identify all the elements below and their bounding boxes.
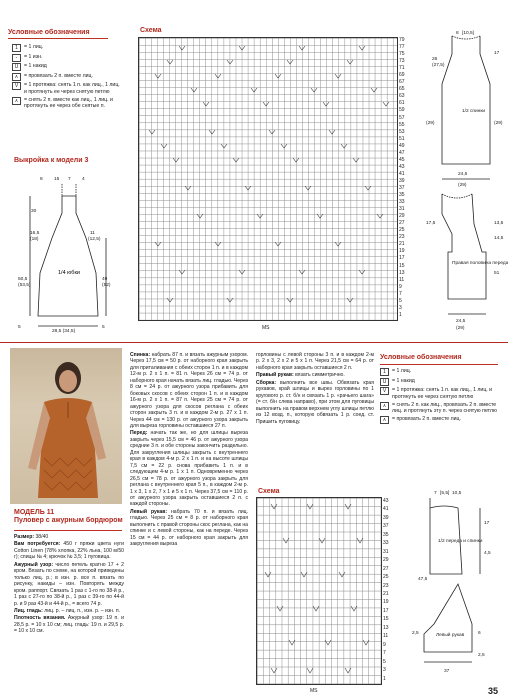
row-number: 19 (399, 248, 405, 255)
legend-item (380, 416, 500, 424)
row-number: 63 (399, 93, 405, 100)
row-number: 23 (399, 234, 405, 241)
divider (8, 38, 108, 39)
dim: 51 (494, 271, 500, 276)
divider (14, 530, 122, 531)
dim: 47,5 (418, 577, 428, 582)
row-number: 69 (399, 72, 405, 79)
paragraph-text: набрать 70 п. и вязать лиц. гладью. Через 25 см = 8 р. от наборного края выполнить с правой стороны скос реглана, как на спинке и с левой стороны, как на переде. Через 15 см = 44 р. от наборного края закрыть для закругления выреза (130, 508, 249, 548)
row-number: 31 (383, 548, 389, 555)
paragraph-label: Перед: (130, 430, 148, 437)
row-number: 57 (399, 114, 405, 121)
row-number: 15 (383, 616, 389, 623)
paragraph-label: Лиц. гладь: (14, 607, 43, 614)
row-number: 65 (399, 86, 405, 93)
legend (12, 44, 120, 111)
legend-title: Условные обозначения (8, 29, 90, 36)
paragraph (256, 380, 374, 425)
paragraph (14, 615, 124, 634)
legend-text: = 1 накид (24, 63, 47, 69)
paragraph-label: Сборка: (256, 379, 277, 386)
row-number: 41 (399, 170, 405, 177)
text-column-2 (130, 352, 248, 548)
knitting-chart (138, 37, 398, 321)
symbol: U (12, 63, 21, 71)
dim: 30 (31, 209, 37, 214)
legend-item (12, 63, 120, 71)
row-number: 1 (399, 311, 402, 318)
back-label: 1/2 спинки (462, 109, 486, 114)
row-number: 43 (399, 163, 405, 170)
divider (0, 342, 508, 343)
row-number: 59 (399, 107, 405, 114)
row-number: 25 (399, 227, 405, 234)
legend-item (380, 402, 500, 415)
row-number: 49 (399, 142, 405, 149)
ms-label: MS (262, 325, 270, 331)
row-number: 9 (399, 283, 402, 290)
sleeve-front-patterns (400, 484, 504, 684)
paragraph-text: 450 г пряжи цвета нуги Cotton Linen (78% хлопка, 22% льна, 100 м/50 г); спицы № 4; крючок № 3,5; 1 пуговица. (14, 541, 124, 561)
dim: 15 (54, 177, 60, 182)
dim: 17,5 (426, 221, 436, 226)
symbol: 1 (380, 368, 389, 376)
dim: 28,5 (34,5) (52, 329, 76, 334)
legend-item (12, 97, 120, 110)
paragraph-text: число петель кратно 17 + 2 кром. Вязать по схеме, на которой приведены только лиц. р.; в изн. р. все п. вязать по рисунку, накиды – изн. Повторять между кром. раппорт. Связать 1 раз с 1-го по 38-й р., 1 раз с 27-го по 38-й р., 1 раз с 39-го по 44-й р. и 9 раз 43-й и 44-й р., = всего 74 р. (14, 561, 124, 607)
paragraph-label: Размер: (14, 534, 35, 540)
pattern-title: Выкройка к модели 3 (14, 157, 89, 164)
sleeve-label: Левый рукав (436, 633, 465, 638)
row-number: 73 (399, 58, 405, 65)
page-number: 35 (488, 686, 499, 696)
dim: 10,5 (452, 491, 462, 496)
dim: 49 (102, 277, 108, 282)
row-number: 11 (383, 633, 389, 640)
dim: (29) (456, 326, 465, 331)
text-column-3 (256, 352, 374, 425)
legend-item (12, 73, 120, 81)
row-number: 21 (383, 590, 389, 597)
row-number: 29 (383, 557, 389, 564)
ms-label: MS (310, 688, 318, 694)
row-number: 35 (399, 192, 405, 199)
legend-item (380, 387, 500, 400)
paragraph-text: лиц. р. – лиц. п., изн. р. – изн. п. (44, 607, 120, 614)
symbol: ∧ (380, 416, 389, 424)
dim: 5 (18, 325, 21, 330)
dim: 13,5 (494, 221, 504, 226)
legend-title: Условные обозначения (380, 354, 462, 361)
paragraph-label: Плотность вязания. (14, 615, 66, 622)
row-number: 17 (399, 255, 405, 262)
legend-text: = 1 протяжка: снять 1 п. как лиц., 1 лиц. и протянуть ее через снятую петлю (24, 82, 120, 95)
dim: 7 (434, 491, 437, 496)
dim: 4,5 (484, 551, 491, 556)
row-number: 39 (383, 514, 389, 521)
symbol: V (380, 387, 389, 395)
row-number: 47 (399, 149, 405, 156)
row-number: 9 (383, 641, 386, 648)
legend-text: = провязать 2 п. вместе лиц. (24, 72, 93, 79)
paragraph-text: набрать 87 п. и вязать ажурным узором. Через 17,5 см = 50 р. от наборного края закрыть для приталивания с обеих сторон 1 п. и в каждом 12-м р. 2 х 1 п. = 81 п. Через 26 см = 74 р. от наборного края начать вязать лиц. гладью. Через 8 см = 24 р. от ажурного узора прибавить для боковых скосов с обеих сторон 1 п. и в каждом 16-м р. 2 х 1 п. = 87 п. Через 25 см = 74 р. от ажурного узора для скосов реглана с обеих сторон закрыть 3 п. и в каждом 2-м р. 27 х 1 п. Через 44 см = 130 р. от ажурного узора закрыть для выреза горловины оставшиеся 27 п. (130, 352, 248, 429)
row-number: 75 (399, 51, 405, 58)
dim: 5 (102, 325, 105, 330)
symbol: - (12, 54, 21, 62)
paragraph-label: Ажурный узор: (14, 561, 54, 568)
row-number: 19 (383, 599, 389, 606)
skirt-label: 1/4 юбки (58, 270, 80, 276)
legend-text: = 1 лиц. (24, 44, 44, 50)
dim: 14,5 (494, 236, 504, 241)
dim: 11 (90, 231, 95, 236)
dim: (12,5) (88, 237, 101, 242)
row-number: 27 (399, 220, 405, 227)
row-number: 35 (383, 531, 389, 538)
row-number: 33 (399, 199, 405, 206)
row-number: 33 (383, 540, 389, 547)
row-number: 37 (399, 184, 405, 191)
row-number: 77 (399, 44, 405, 51)
row-number: 13 (383, 624, 389, 631)
row-numbers (383, 497, 397, 683)
chart-symbols (257, 498, 381, 684)
paragraph (14, 562, 124, 607)
paragraph-text: вязать симметрично. (295, 372, 345, 379)
row-number: 39 (399, 177, 405, 184)
paragraph (130, 352, 248, 429)
model-illustration (10, 348, 122, 504)
paragraph-label: Вам потребуется: (14, 541, 61, 548)
legend-text: = 1 протяжка: снять 1 п. как лиц., 1 лиц. и протянуть ее через снятую петлю (392, 387, 493, 400)
dim: 50,5 (18, 277, 28, 282)
paragraph-label: Левый рукав: (130, 508, 168, 515)
front-label: Правая половина переда (452, 261, 508, 266)
model-photo (10, 348, 122, 504)
dim: 8 (40, 177, 43, 182)
dim: [10,5] (462, 31, 475, 36)
dim: (18) (30, 237, 39, 242)
skirt-pattern-diagram (10, 168, 120, 338)
symbol: ⋏ (12, 97, 21, 105)
row-number: 41 (383, 506, 389, 513)
symbol: U (380, 378, 389, 386)
dim: 8 (456, 31, 459, 36)
dim: 24,5 (456, 319, 466, 324)
row-number: 51 (399, 135, 405, 142)
chart-symbols (139, 38, 397, 320)
dim: (29) (458, 183, 467, 188)
dim: 24,5 (458, 172, 468, 177)
paragraph (130, 430, 248, 507)
paragraph (14, 534, 124, 540)
paragraph (256, 352, 374, 371)
row-number: 53 (399, 128, 405, 135)
legend-text: = 1 лиц. (392, 368, 412, 374)
legend-text: = снять 2 п. вместе как лиц., 1 лиц. и протянуть ее через обе снятые п. (24, 96, 113, 110)
legend-text: = 1 накид (392, 377, 415, 384)
symbol: V (12, 82, 21, 90)
dim: 2,5 (478, 653, 485, 658)
legend-item (12, 82, 120, 95)
model-title: МОДЕЛЬ 11 (14, 509, 55, 516)
schema-title: Схема (140, 27, 162, 34)
dim: 17 (484, 521, 490, 526)
row-number: 1 (383, 675, 386, 682)
dim: (29) (494, 121, 503, 126)
dim: 17 (494, 51, 500, 56)
row-number: 5 (399, 297, 402, 304)
dim: (27,5) (432, 63, 445, 68)
row-number: 5 (383, 658, 386, 665)
legend-item (380, 378, 500, 386)
paragraph (256, 372, 374, 378)
divider (380, 364, 498, 365)
dim: (53,5) (18, 283, 31, 288)
row-number: 79 (399, 37, 405, 43)
row-number: 43 (383, 498, 389, 504)
back-front-patterns (412, 24, 508, 339)
legend-item (12, 54, 120, 62)
row-number: 7 (383, 650, 386, 657)
dim: 37 (444, 669, 450, 674)
paragraph-text: 38/40 (35, 534, 49, 540)
text-column-1 (14, 534, 124, 635)
row-number: 11 (399, 276, 405, 283)
dim: (52) (102, 283, 111, 288)
row-number: 17 (383, 607, 389, 614)
row-number: 13 (399, 269, 405, 276)
legend-text: = провязать 2 п. вместе лиц. (392, 416, 461, 423)
front-label: 1/2 переда и спинки (438, 539, 483, 544)
row-number: 15 (399, 262, 405, 269)
knitting-chart (256, 497, 382, 685)
row-number: 45 (399, 156, 405, 163)
dim: 2,5 (412, 631, 419, 636)
row-number: 21 (399, 241, 405, 248)
paragraph-label: Правый рукав: (256, 372, 294, 379)
paragraph-text: начать так же, но для шлицы выреза закрыть через 15,5 см = 46 р. от ажурного узора средние 3 п. и обе стороны закончить раздельно. Для закругления шлицы закрыть с внутреннего края в каждом 4-м р. 2 х 1 п. и на высоте шлицы 7,5 см = 22 р. снова прибавить 1 п. и в следующем 4-м р. 1 х 1 п. Одновременно через 26,5 см = 78 р. от ажурного узора закрыть для реглана с внутреннего края 5 п., в каждом 2-м р. 1 х 3, 1 х 2, 7 х 1 и 5 х 1 п. Через 37,5 см = 110 р. от ажурного узора закрыть оставшиеся 2 п. с каждой стороны. (130, 430, 248, 508)
row-number: 37 (383, 523, 389, 530)
dim: 6 (478, 631, 481, 636)
paragraph-text: Ажурный узор: 19 п. и 28,5 р. = 10 х 10 см; лиц. гладь: 19 п. и 29,5 р. = 10 х 10 см. (14, 615, 125, 635)
row-number: 3 (399, 304, 402, 311)
row-number: 55 (399, 121, 405, 128)
row-number: 61 (399, 100, 405, 107)
row-number: 3 (383, 667, 386, 674)
row-number: 31 (399, 206, 405, 213)
legend (380, 368, 500, 426)
row-number: 29 (399, 213, 405, 220)
paragraph-text: горловины с левой стороны 3 п. и в каждом 2-м р. 2 х 3, 2 х 2 и 5 х 1 п. Через 21,5 см = 64 р. от наборного края закрыть оставшиеся 2 п. (256, 352, 374, 371)
row-number: 67 (399, 79, 405, 86)
symbol: ⋏ (380, 402, 389, 410)
paragraph-text: выполнить все швы. Обвязать края рукавов, край шлицы и вырез горловины по 1 кругового р. ст. б/н и связать 1 р. «рачьего шага» (= ст. б/н слева направо), при этом для пуговицы выполнить на правом верхнем углу шлицы петлю из 12 возд. п., которую обвязать 1 р. соед. ст. Пришить пуговицу. (256, 379, 374, 425)
row-number: 25 (383, 574, 389, 581)
dim: 16,5 (30, 231, 40, 236)
schema-title: Схема (258, 488, 280, 495)
legend-item (12, 44, 120, 52)
model-subtitle: Пуловер с ажурным бордюром (14, 517, 123, 524)
dim: 4 (82, 177, 85, 182)
legend-text: = снять 2 п. как лиц., провязать 2 п. вместе лиц. и протянуть эту п. через снятую петлю (392, 401, 497, 415)
paragraph (14, 608, 124, 614)
row-number: 7 (399, 290, 402, 297)
dim: [5,5] (440, 491, 450, 496)
symbol: 1 (12, 44, 21, 52)
dim: (29) (426, 121, 435, 126)
paragraph-label: Спинка: (130, 352, 151, 358)
row-number: 71 (399, 65, 405, 72)
dim: 26 (432, 57, 438, 62)
legend-item (380, 368, 500, 376)
dim: 7 (68, 177, 71, 182)
paragraph (14, 541, 124, 560)
legend-text: = 1 изн. (24, 53, 43, 60)
paragraph (130, 509, 248, 548)
row-numbers (399, 37, 413, 319)
row-number: 23 (383, 582, 389, 589)
symbol: ∧ (12, 73, 21, 81)
row-number: 27 (383, 565, 389, 572)
